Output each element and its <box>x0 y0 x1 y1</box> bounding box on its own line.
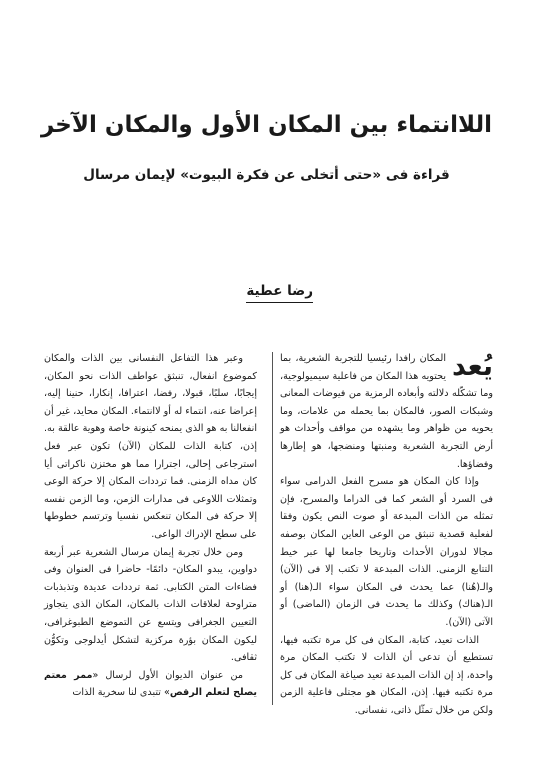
paragraph-text: من عنوان الديوان الأول لرسال « <box>92 669 243 681</box>
book-title: ممر معتم يصلح لتعلم الرقص <box>44 669 257 699</box>
paragraph: ومن خلال تجربة إيمان مرسال الشعرية عبر أربعة دواوين، يبدو المكان- دائمًا- حاضرا فى العنوان وفى فضاءات المتن الكتابى. ثمة ترددات عديدة وتذبذبات متراوحة لعلاقات الذات بالمكان، المكان الذى يتجاوز التعيين الجغرافى ويتسع عن التموضع الطبوغرافى، ليكون المكان بؤرة مركزية لتشكل أيدلوجى وتكوُّن ثقافى. <box>44 546 257 664</box>
left-text-column <box>44 350 257 702</box>
paragraph: الذات تعيد، كتابة، المكان فى كل مرة تكتبه فيها، تستطيع أن تدعى أن الذات لا تكتب المكان مرة واحدة، إذ إن الذات المبدعة تعيد صياغة المكان فى كل مرة تكتبه فيها. إذن، المكان هو مجتلى فاعلية الزمن ولكن من خلال تمثّل ذاتى، نفسانى. <box>280 634 493 716</box>
column-divider <box>272 352 273 705</box>
paragraph <box>280 350 493 473</box>
paragraph-text: » تتبدى لنا سخرية الذات <box>72 687 170 699</box>
paragraph: وعبر هذا التفاعل النفسانى بين الذات والمكان كموضوع انفعال، تنبثق عواطف الذات نحو المكان، إيجابًا، سلبًا، قبولا، رفضا، اعترافا، إنكارا، حنينا إليه، إعراضا عنه، انتماء له أو لاانتماء. المكان محايد، غير أن انفعالنا به هو الذى يمنحه كينونة خاصة وهوية عالقة به. إذن، كتابة الذات للمكان (الآن) تكون عبر فعل استرجاعى إحالى، اجترارا مما هو مختزن ناكراتى أيا كان مداه الزمنى. فما ترددات المكان إلا حركة الوعى وتمثلات اللاوعى فى مدارات الزمن، وما الزمن نفسه إلا حركة فى المكان تنعكس نفسيا وترتسم خطوطها على سطح الإدراك الواعى. <box>44 353 257 540</box>
paragraph <box>44 667 257 702</box>
article-title: اللاانتماء بين المكان الأول والمكان الآخر <box>40 112 493 138</box>
author-name: رضا عطية <box>246 283 313 303</box>
article-subtitle: قراءة فى «حتى أتخلى عن فكرة البيوت» لإيمان مرسال <box>83 167 450 183</box>
paragraph: وإذا كان المكان هو مسرح الفعل الدرامى سواء فى السرد أو الشعر كما فى الدراما والمسرح، فإن تمثله من الذات المبدعة أو صوت النص يكون وفقا لفعلية قصدية تنبثق من الوعى العاين المكان بوصفه مجالا لدوران الأحداث وتاريخا جامعا لها عبر خيط التتابع الزمنى. الذات المبدعة لا تكتب إلا فى (الآن) والـ(هُنا) عما يحدث فى المكان سواء الـ(هنا) أو الـ(هناك) وكذلك ما يحدث فى الزمان (الماضى) أو الآتى (الآن). <box>280 476 493 628</box>
paragraph-text: المكان رافدا رئيسيا للتجربة الشعرية، بما يحتويه هذا المكان من فاعلية سيميولوجية، وما تشكّله دلالته وأبعاده الرمزية من فيوضات المعانى وشبكات الصور، فالمكان بما يحمله من علامات، وما يحويه من ظواهر وما يشهده من مواقف وأحداث هو أرض التجربة الشعرية ومنبتها ومنضجها، هو إطارها وفضاؤها. <box>280 353 493 470</box>
right-text-column <box>280 350 493 719</box>
drop-cap: يُعد <box>452 351 493 382</box>
